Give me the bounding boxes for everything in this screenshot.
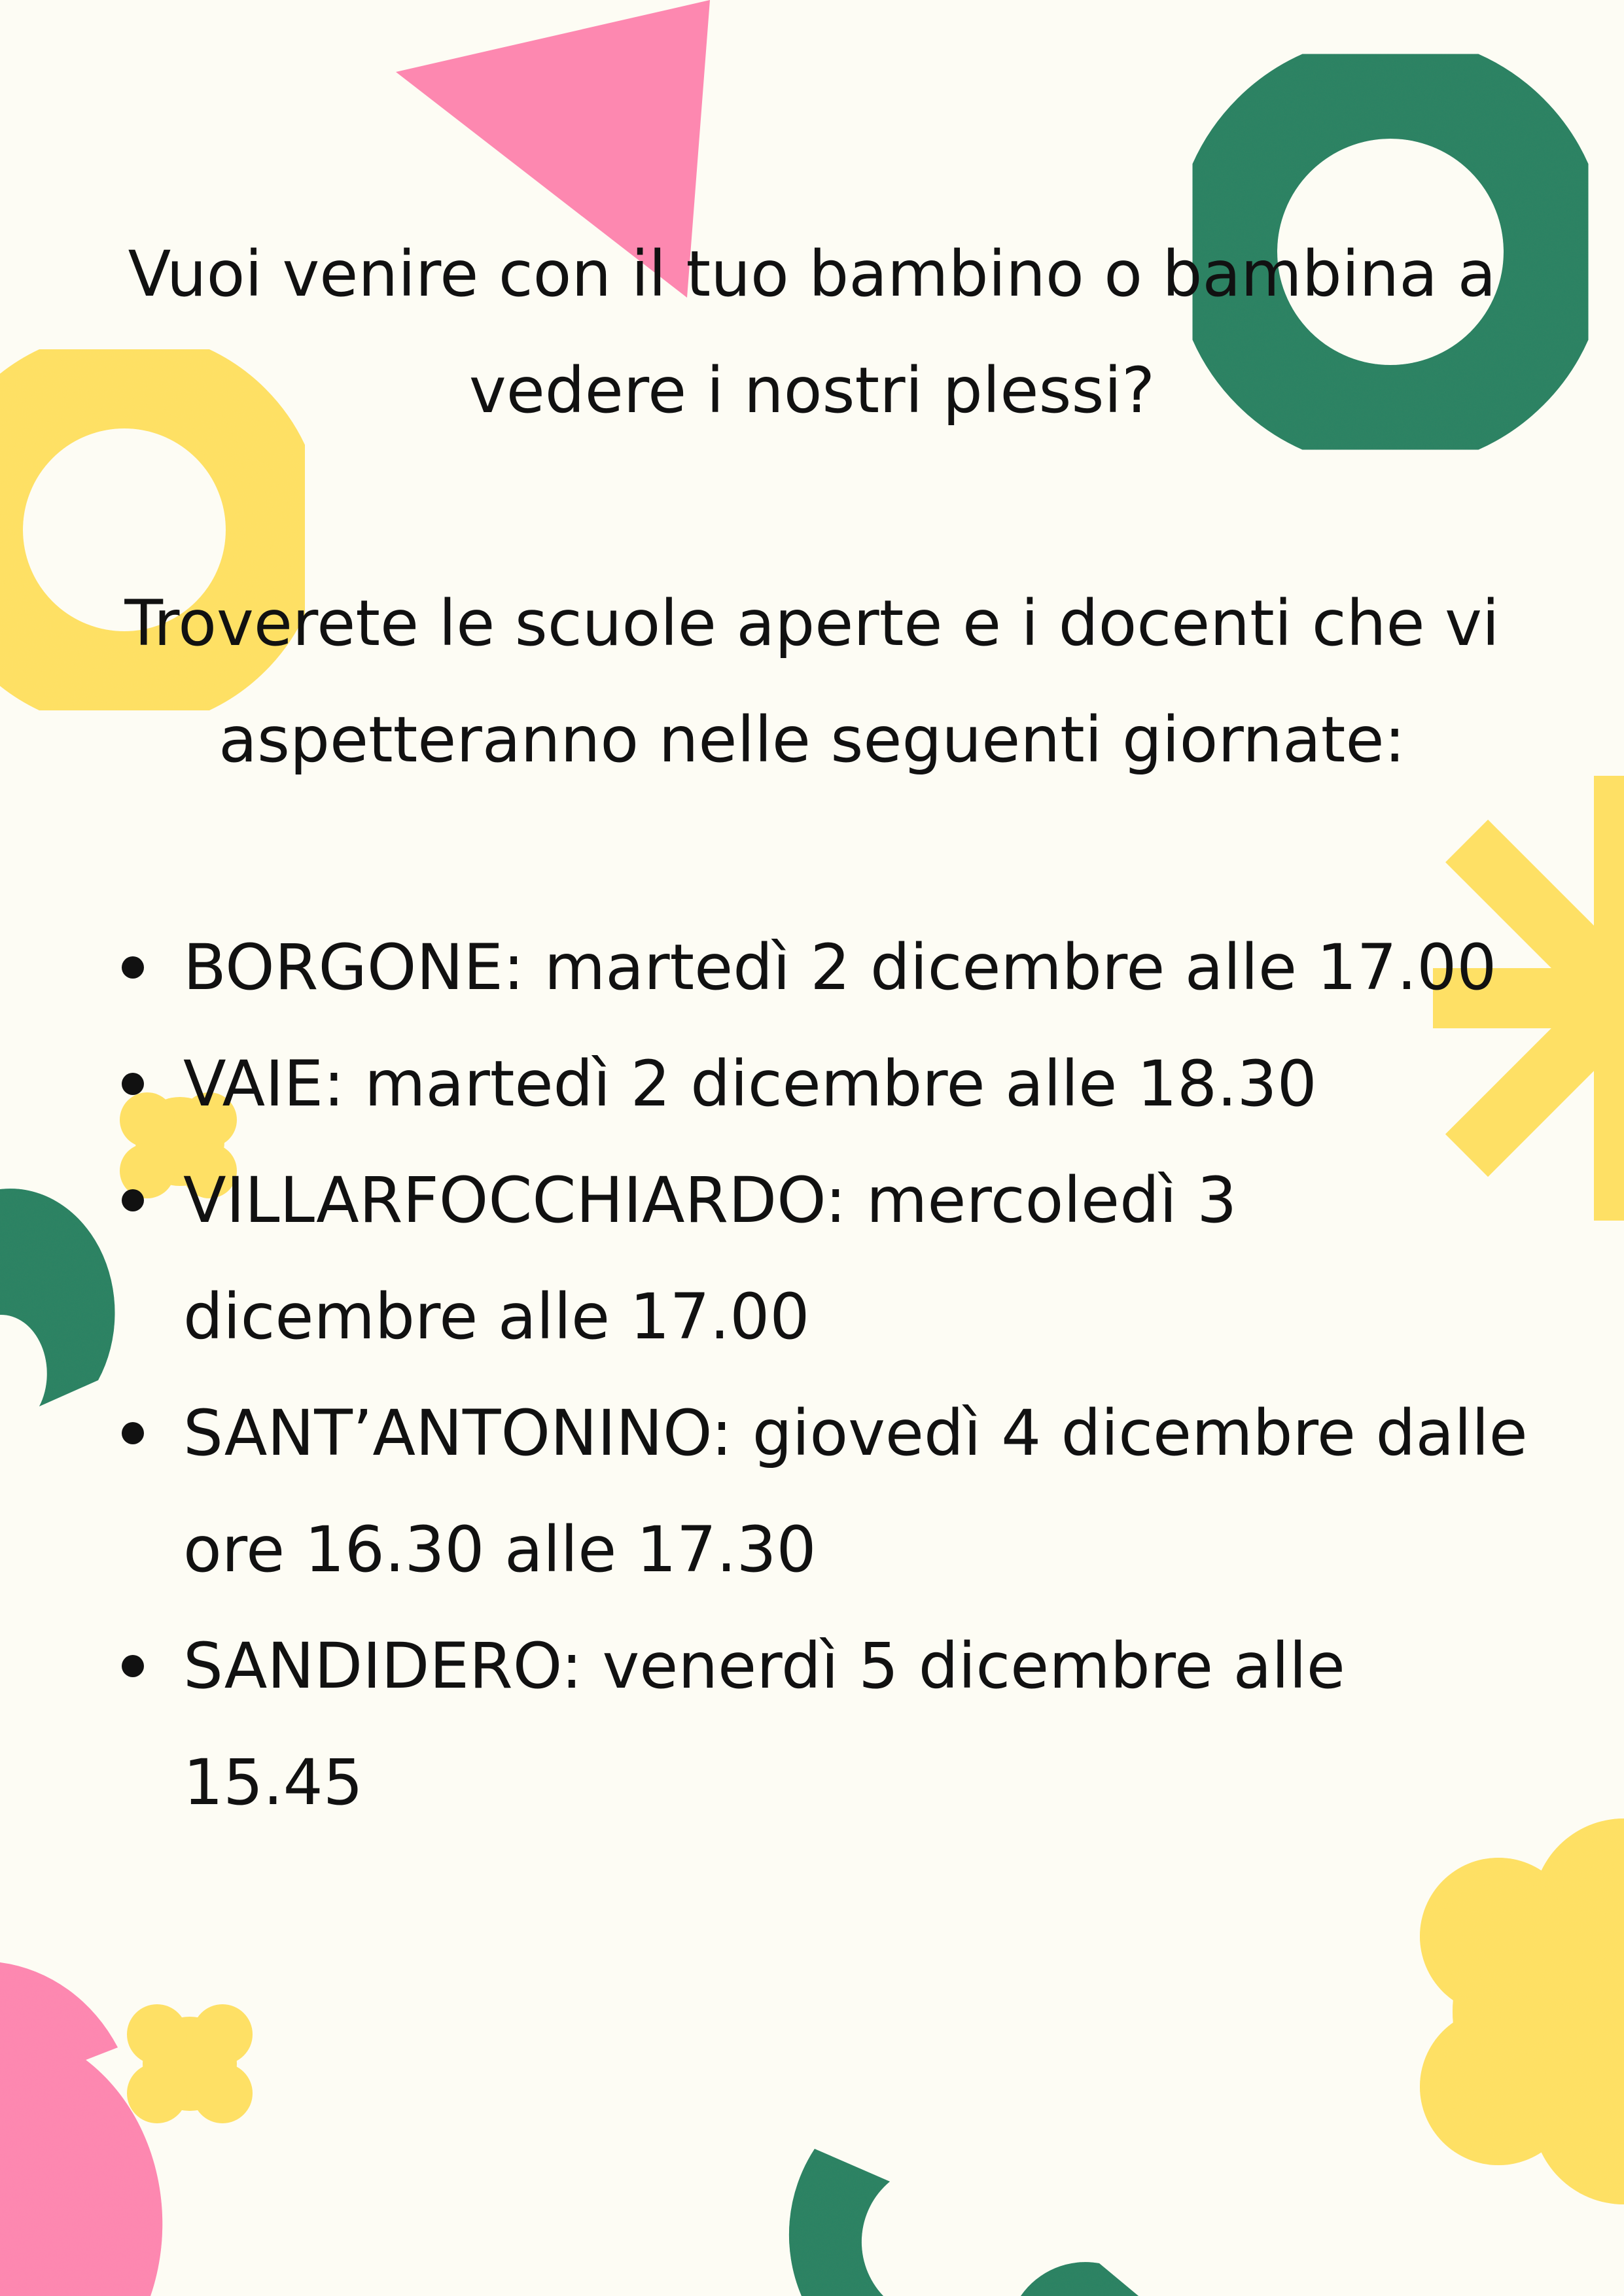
paragraph-gap [79,449,1545,565]
intro-question-line-2: vedere i nostri plessi? [468,354,1156,427]
open-day-schedule [98,909,1531,1841]
schedule-list [98,909,1531,1841]
intro-info-line-2: aspetteranno nelle seguenti giornate: [219,703,1405,776]
schedule-item-borgone: BORGONE: martedì 2 dicembre alle 17.00 [98,909,1531,1026]
intro-text [79,216,1545,798]
intro-question-line-1: Vuoi venire con il tuo bambino o bambina a [128,237,1496,311]
schedule-item-santantonino: SANT’ANTONINO: giovedì 4 dicembre dalle ore 16.30 alle 17.30 [98,1375,1531,1608]
schedule-item-sandidero: SANDIDERO: venerdì 5 dicembre alle 15.45 [98,1608,1531,1841]
schedule-item-vaie: VAIE: martedì 2 dicembre alle 18.30 [98,1026,1531,1142]
green-half-ring-bottom-shape [789,2149,890,2296]
yellow-small-flower-bottom-shape [127,2004,253,2123]
yellow-flower-right-shape [1420,1818,1624,2204]
schedule-item-villarfocchiardo: VILLARFOCCHIARDO: mercoledì 3 dicembre alle 17.00 [98,1142,1531,1375]
intro-info-line-1: Troverete le scuole aperte e i docenti che vi [124,587,1500,660]
